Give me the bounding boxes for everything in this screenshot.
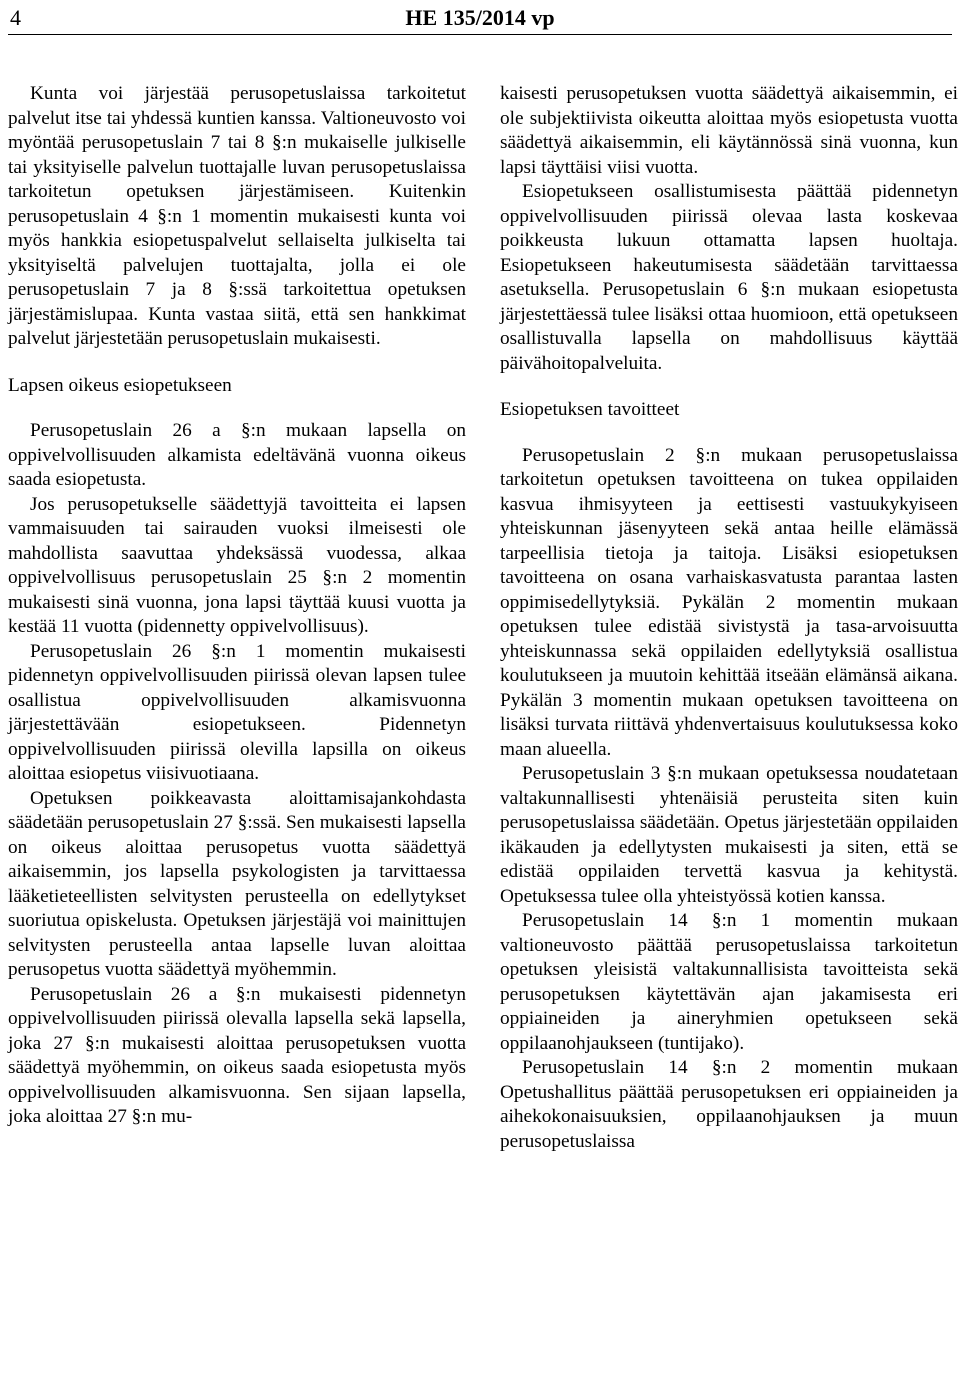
section-heading: Esiopetuksen tavoitteet — [500, 399, 680, 420]
paragraph: Perusopetuslain 26 §:n 1 momentin mukaisesti pidennetyn oppivelvollisuuden piirissä olevan lapsen tulee osallistua oppivelvollisuuden alkamisvuonna järjestettävään esiopetukseen. Pidennetyn oppivelvollisuuden piirissä olevilla lapsilla on oikeus aloittaa esiopetus viisivuotiaana. — [8, 640, 466, 784]
paragraph: Perusopetuslain 2 §:n mukaan perusopetuslaissa tarkoitetun opetuksen tavoitteena on tukea oppilaiden kasvua ihmisyyteen ja eettisesti vastuukykyiseen yhteiskunnan jäsenyyteen sekä antaa heille elämässä tarpeellisia tietoja ja taitoja. Lisäksi esiopetuksen tavoitteena on osana varhaiskasvatusta parantaa lasten oppimisedellytyksiä. Pykälän 2 momentin mukaan opetuksen tulee edistää sivistystä ja tasa-arvoisuutta yhteiskunnassa sekä oppilaiden edellytyksiä osallistua koulutukseen ja muutoin kehittää itseään elämänsä aikana. Pykälän 3 momentin mukaan opetuksen tavoitteena on lisäksi turvata riittävä yhdenvertaisuus koulutuksessa koko maan alueella. — [500, 444, 958, 760]
document-id: HE 135/2014 vp — [405, 5, 555, 30]
paragraph: Esiopetukseen osallistumisesta päättää pidennetyn oppivelvollisuuden piirissä olevaa lasta koskevaa poikkeusta lukuun ottamatta lapsen huoltaja. Esiopetukseen hakeutumisesta säädetään tarvittaessa asetuksella. Perusopetuslain 6 §:n mukaan esiopetusta järjestettäessä tulee lisäksi ottaa huomioon, että opetukseen osallistuvalla lapsella on mahdollisuus käyttää päivähoitopalveluita. — [500, 181, 958, 374]
left-column — [8, 82, 466, 1130]
paragraph: Perusopetuslain 14 §:n 1 momentin mukaan valtioneuvosto päättää perusopetuslaissa tarkoitetun opetuksen yleisistä valtakunnallisista tavoitteista sekä perusopetuksen käytettävän ajan jakamisesta eri oppiaineiden ja aineryhmien opetukseen sekä oppilaanohjaukseen (tuntijako). — [500, 910, 958, 1054]
right-column — [500, 82, 958, 1154]
paragraph: Perusopetuslain 14 §:n 2 momentin mukaan Opetushallitus päättää perusopetuksen eri oppiaineiden ja aihekokonaisuuksien, oppilaanohjauksen ja muun perusopetuslaissa — [500, 1057, 958, 1152]
section-heading: Lapsen oikeus esiopetukseen — [8, 374, 232, 396]
paragraph: Kunta voi järjestää perusopetuslaissa tarkoitetut palvelut itse tai yhdessä kuntien kanssa. Valtioneuvosto voi myöntää perusopetuslain 7 tai 8 §:n mukaiselle julkiselle tai yksityiselle palvelun tuottajalle luvan perusopetuslaissa tarkoitetun opetuksen järjestämiseen. Kuitenkin perusopetuslain 4 §:n 1 momentin mukaisesti kunta voi myös hankkia esiopetuspalvelut sellaiselta julkiselta tai yksityiseltä palvelujen tuottajalta, jolla ei ole perusopetuslain 7 ja 8 §:ssä tarkoitettua opetuksen järjestämislupaa. Kunta vastaa siitä, että sen hankkimat palvelut järjestetään perusopetuslain mukaisesti. — [8, 83, 466, 349]
paragraph-continuation: kaisesti perusopetuksen vuotta säädettyä aikaisemmin, ei ole subjektiivista oikeutta aloittaa myös esiopetusta vuotta säädettyä aikaisemmin, eli käytännössä sinä vuonna, kun lapsi täyttäisi viisi vuotta. — [500, 83, 958, 178]
paragraph: Perusopetuslain 26 a §:n mukaan lapsella on oppivelvollisuuden alkamista edeltävänä vuonna oikeus saada esiopetusta. — [8, 420, 466, 490]
paragraph: Perusopetuslain 26 a §:n mukaisesti pidennetyn oppivelvollisuuden piirissä olevalla lapsella sekä lapsella, joka 27 §:n mukaisesti aloittaa perusopetuksen vuotta säädettyä myöhemmin, on oikeus saada esiopetusta myös oppivelvollisuuden alkamisvuonna. Sen sijaan lapsella, joka aloittaa 27 §:n mu- — [8, 983, 466, 1127]
paragraph: Opetuksen poikkeavasta aloittamisajankohdasta säädetään perusopetuslain 27 §:ssä. Sen mukaisesti lapsella on oikeus aloittaa perusopetus vuotta säädettyä aikaisemmin, jos lapsella psykologisten ja tarvittaessa lääketieteellisten selvitysten perusteella on edellytykset suoriutua opiskelusta. Opetuksen järjestäjä voi mainittujen selvitysten perusteella antaa lapselle luvan aloittaa perusopetus vuotta säädettyä myöhemmin. — [8, 787, 466, 980]
paragraph: Jos perusopetukselle säädettyjä tavoitteita ei lapsen vammaisuuden tai sairauden vuoksi ilmeisesti ole mahdollista saavuttaa yhdeksässä vuodessa, alkaa oppivelvollisuus perusopetuslain 25 §:n 2 momentin mukaisesti sinä vuonna, jona lapsi täyttää kuusi vuotta ja kestää 11 vuotta (pidennetty oppivelvollisuus). — [8, 493, 466, 637]
page-number: 4 — [10, 5, 21, 30]
page-header — [8, 6, 952, 35]
paragraph: Perusopetuslain 3 §:n mukaan opetuksessa noudatetaan valtakunnallisesti yhtenäisiä perusteita siten kuin perusopetuslaissa säädetään. Opetus järjestetään oppilaiden ikäkauden ja edellytysten mukaisesti ja siten, että se edistää oppilaiden tervettä kasvua ja kehitystä. Opetuksessa tulee olla yhteistyössä kotien kanssa. — [500, 763, 958, 907]
